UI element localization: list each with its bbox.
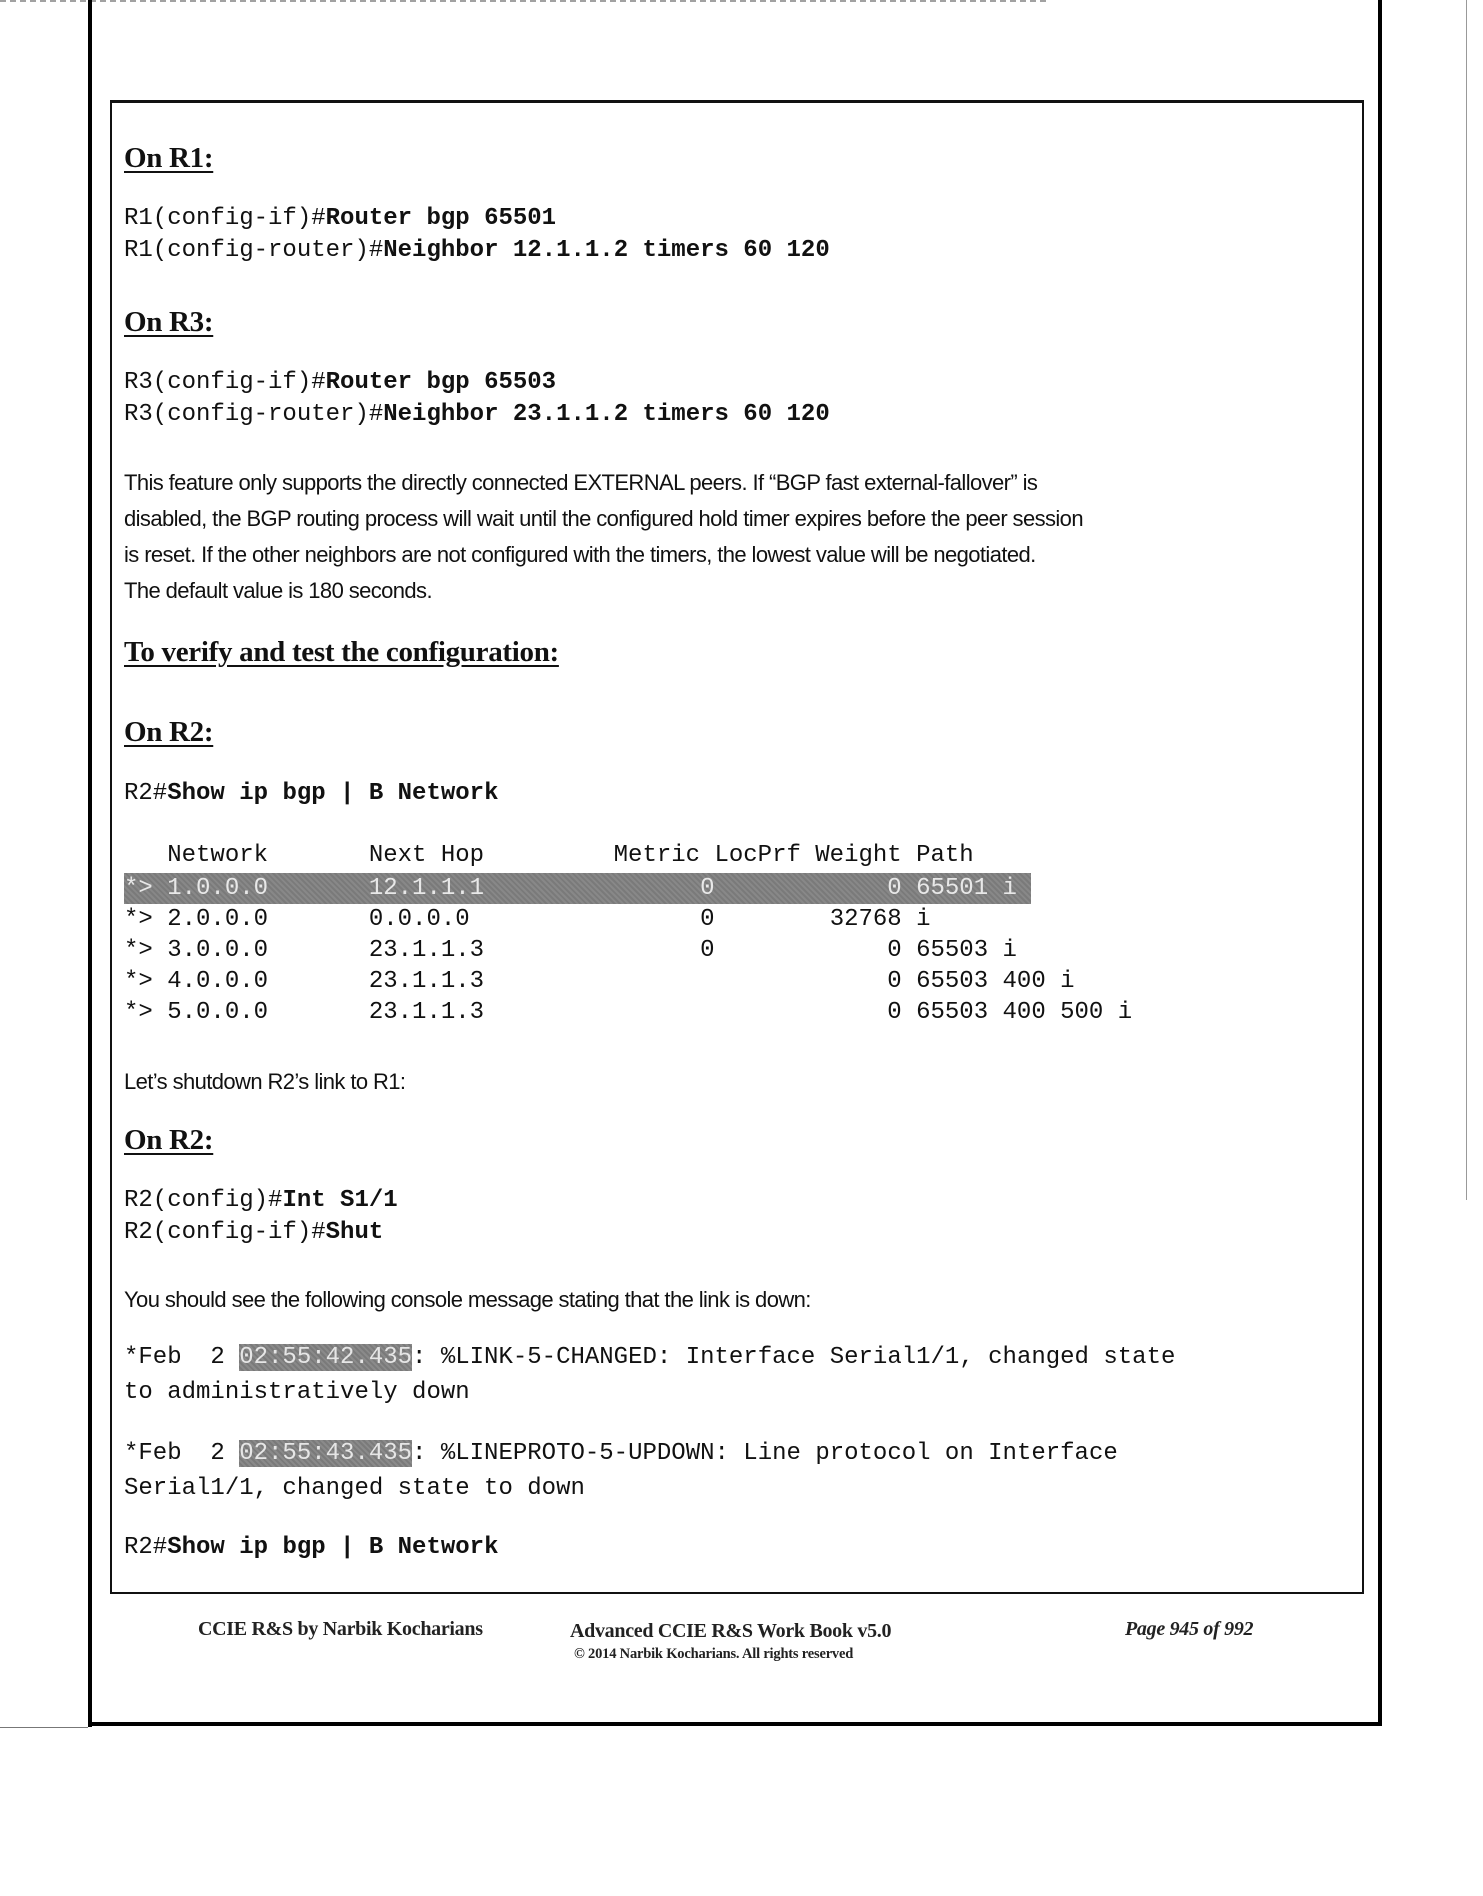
header-locprf: LocPrf [714,842,801,869]
bgp-cell-network: 2.0.0.0 [167,906,269,933]
bgp-cell-next-hop: 23.1.1.3 [368,968,485,995]
bgp-cell-status: *> [124,999,153,1026]
bgp-cell-metric: 0 [700,937,715,964]
bgp-table-row [124,935,1356,966]
console-message-2: *Feb 2 02:55:43.435: %LINEPROTO-5-UPDOWN: Line protocol on Interface Serial1/1, changed state to down [124,1440,1118,1502]
footer-author: CCIE R&S by Narbik Kocharians [198,1618,483,1640]
code-line: R1(config-router)#Neighbor 12.1.1.2 timers 60 120 [124,237,830,264]
bgp-table [124,840,1356,1028]
code-line: R2#Show ip bgp | B Network [124,780,499,807]
scan-edge-left [0,1727,88,1728]
bgp-table-body [124,873,1356,1028]
explanation-line: The default value is 180 seconds. [124,578,432,603]
bgp-cell-next-hop: 0.0.0.0 [368,906,470,933]
code-line: R2(config-if)#Shut [124,1219,384,1246]
footer-center [570,1618,1070,1664]
page-border-bottom [88,1722,1382,1726]
explanation-line: is reset. If the other neighbors are not configured with the timers, the lowest value will be negotiated. [124,542,1036,567]
r2-shutdown-block [124,1185,1356,1249]
bgp-cell-next-hop: 23.1.1.3 [368,999,485,1026]
header-next-hop: Next Hop [368,842,485,869]
explanation-paragraph [124,465,1356,609]
explanation-line: disabled, the BGP routing process will wait until the configured hold timer expires before the peer session [124,506,1083,531]
show-command [124,778,1356,810]
footer-page-number: Page 945 of 992 [1125,1618,1254,1640]
bgp-cell-network: 4.0.0.0 [167,968,269,995]
bgp-cell-path: 65503 400 500 i [916,999,1133,1026]
bgp-cell-network: 3.0.0.0 [167,937,269,964]
heading-on-r2: On R2: [124,716,214,748]
heading-on-r3: On R3: [124,306,214,338]
timestamp-highlight: 02:55:43.435 [239,1440,413,1467]
final-show-command [124,1532,1356,1564]
header-path: Path [916,842,974,869]
code-line: R1(config-if)#Router bgp 65501 [124,205,557,232]
bgp-cell-next-hop: 23.1.1.3 [368,937,485,964]
bgp-cell-weight: 0 [887,999,902,1026]
footer-title: Advanced CCIE R&S Work Book v5.0 [570,1620,892,1642]
bgp-cell-weight: 0 [887,968,902,995]
bgp-cell-weight: 0 [887,875,902,902]
bgp-cell-weight: 32768 [829,906,902,933]
console-message-1: *Feb 2 02:55:42.435: %LINK-5-CHANGED: Interface Serial1/1, changed state to administratively down [124,1344,1176,1406]
bgp-cell-status: *> [124,937,153,964]
bgp-table-row [124,966,1356,997]
bgp-cell-path: 65503 i [916,937,1017,964]
explanation-line: This feature only supports the directly connected EXTERNAL peers. If “BGP fast external-fallover” is [124,470,1038,495]
bgp-table-row [124,904,1356,935]
page-border-right [1378,0,1382,1726]
code-line: R3(config-if)#Router bgp 65503 [124,369,557,396]
bgp-cell-status: *> [124,968,153,995]
code-line: R3(config-router)#Neighbor 23.1.1.2 timers 60 120 [124,401,830,428]
page-footer [198,1618,1368,1664]
header-network: Network [167,842,269,869]
document-content [124,140,1356,1564]
shutdown-intro: Let’s shutdown R2’s link to R1: [124,1069,406,1094]
console-intro: You should see the following console message stating that the link is down: [124,1287,811,1312]
bgp-cell-path: 65503 400 i [916,968,1075,995]
timestamp-highlight: 02:55:42.435 [239,1344,413,1371]
bgp-cell-status: *> [124,875,153,902]
bgp-cell-weight: 0 [887,937,902,964]
r3-config-block [124,367,1356,431]
header-metric: Metric [613,842,701,869]
r1-config-block [124,203,1356,267]
bgp-table-row-highlighted [124,873,1031,904]
bgp-cell-next-hop: 12.1.1.1 [368,875,485,902]
bgp-cell-path: 65501 i [916,875,1017,902]
bgp-cell-metric: 0 [700,906,715,933]
bgp-cell-status: *> [124,906,153,933]
heading-verify: To verify and test the configuration: [124,636,559,668]
bgp-cell-path: i [916,906,931,933]
bgp-cell-network: 1.0.0.0 [167,875,269,902]
bgp-table-header [124,840,1356,873]
heading-on-r1: On R1: [124,142,214,174]
footer-copyright: © 2014 Narbik Kocharians. All rights reserved [574,1646,854,1662]
bgp-cell-network: 5.0.0.0 [167,999,269,1026]
page-border-left [88,0,92,1727]
heading-on-r2-second: On R2: [124,1124,214,1156]
scan-artifact-top [0,0,1050,2]
bgp-table-row [124,997,1356,1028]
code-line: R2(config)#Int S1/1 [124,1187,398,1214]
code-line: R2#Show ip bgp | B Network [124,1534,499,1561]
scan-edge-right [1466,0,1467,1200]
bgp-cell-metric: 0 [700,875,715,902]
header-weight: Weight [815,842,902,869]
